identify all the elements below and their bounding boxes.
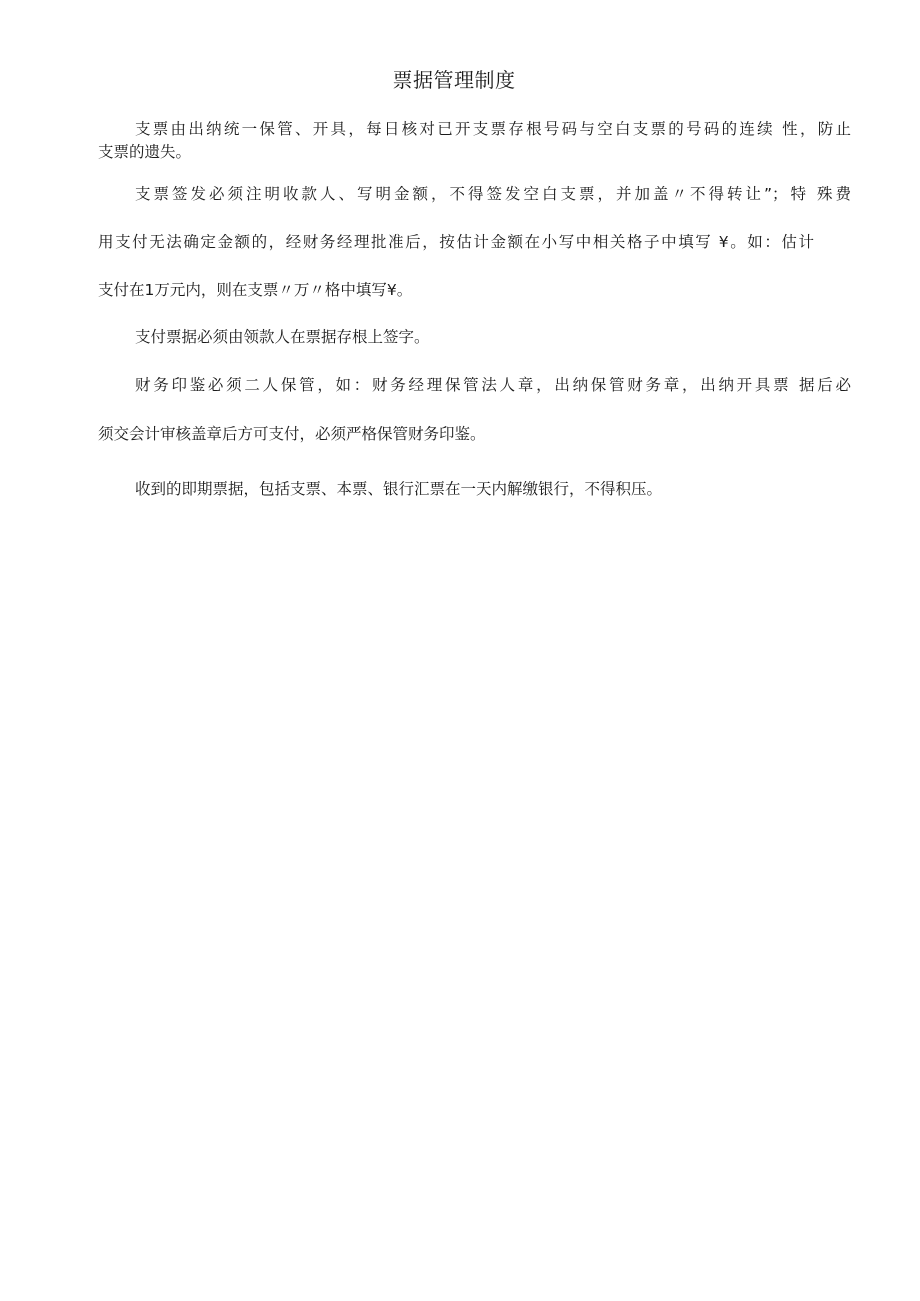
paragraph-1-line-2: 支票的遗失。	[98, 143, 192, 161]
paragraph-4-line-1: 财务印鉴必须二人保管，如：财务经理保管法人章，出纳保管财务章，出纳开具票 据后必	[135, 376, 851, 394]
paragraph-2-line-3: 支付在1万元内，则在支票〃万〃格中填写¥。	[98, 281, 413, 299]
paragraph-2-line-1: 支票签发必须注明收款人、写明金额，不得签发空白支票，并加盖〃不得转让”；特 殊费	[135, 185, 851, 203]
page-title: 票据管理制度	[392, 68, 516, 92]
paragraph-3-line-1: 支付票据必须由领款人在票据存根上签字。	[135, 328, 430, 346]
paragraph-2-line-2: 用支付无法确定金额的，经财务经理批准后，按估计金额在小写中相关格子中填写 ¥。如：估计	[98, 233, 814, 251]
paragraph-1-line-1: 支票由出纳统一保管、开具，每日核对已开支票存根号码与空白支票的号码的连续 性，防止	[135, 120, 851, 138]
paragraph-4-line-2: 须交会计审核盖章后方可支付，必须严格保管财务印鉴。	[98, 425, 486, 443]
paragraph-5-line-1: 收到的即期票据，包括支票、本票、银行汇票在一天内解缴银行，不得积压。	[135, 480, 663, 498]
